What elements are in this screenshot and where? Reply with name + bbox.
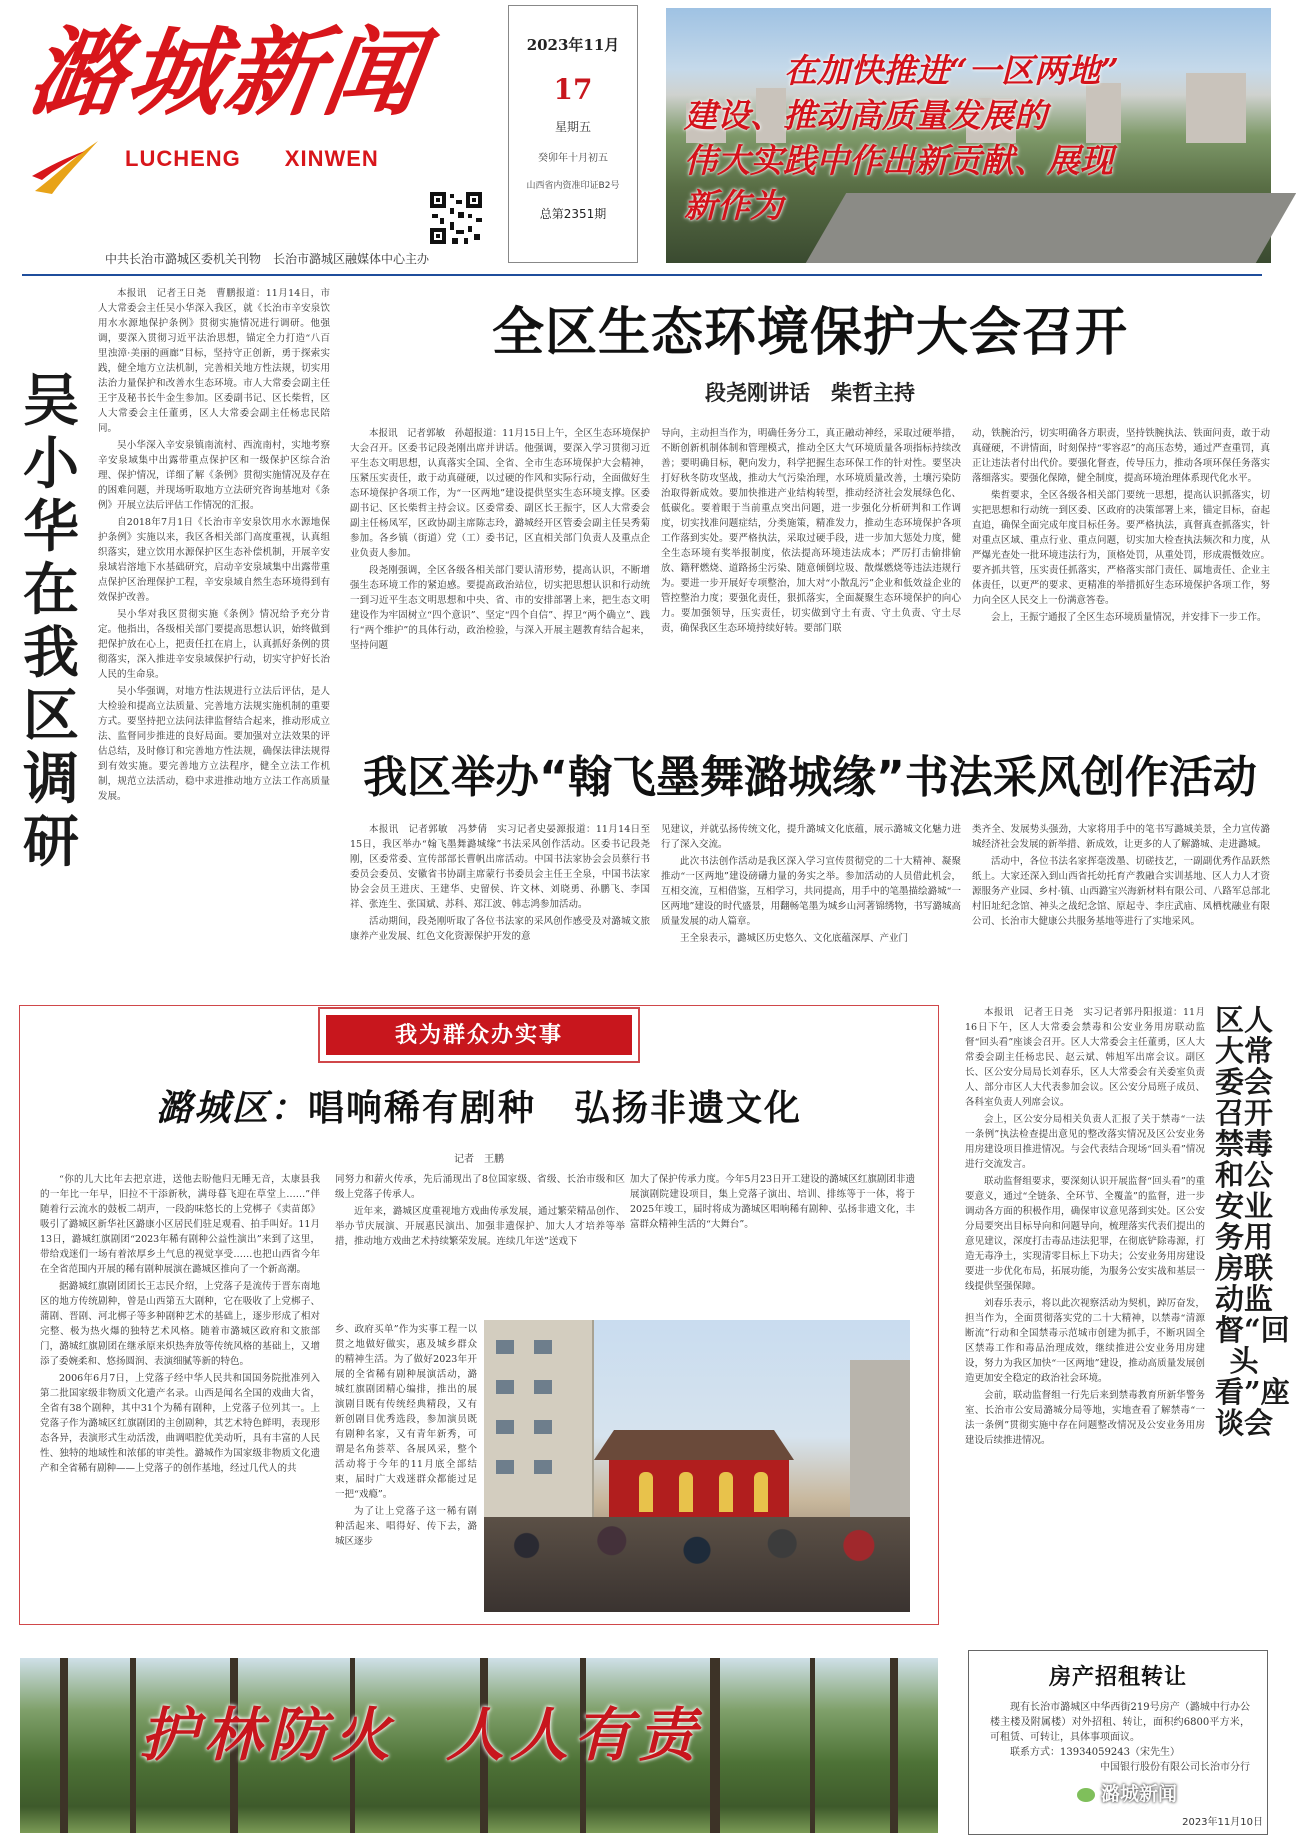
opera-feature-paragraph: 乡、政府买单”作为实事工程一以贯之地做好做实，惠及城乡群众的精神生活。为了做好2023年开展的全省稀有剧种展演活动，潞城红旗剧团精心编排，推出的展演剧目既有传统经典精段，又有新创剧目优秀选段，参加演员既有剧种名家，又有青年新秀，可谓是名角荟萃、各展风采，整个活动将于今年的11月底全部结束，届时广大戏迷群众都能过足一把“戏瘾”。 [335,1324,477,1500]
classified-ad-company: 中国银行股份有限公司长治市分行 [1100,1762,1250,1773]
lead-story-paragraph: 本报讯 记者郭敏 孙超报道：11月15日上午，全区生态环境保护大会召开。区委书记段尧刚出席并讲话。他强调，要深入学习贯彻习近平生态文明思想，认真落实全国、全省、全市生态环境保护大会精神，压紧压实责任，敢于动真碰硬，以过硬的作风和实际行动，全面做好生态环境保护各项工作，为“一区两地”建设提供坚实生态环境支撑。区委副书记、区长柴哲主持会议。区委常委、副区长王振宇，区人大常委会副主任杨凤军，区政协副主席陈志玲，潞城经开区管委会副主任吴秀菊参加。各乡镇（街道）党（工）委书记，区直相关部门负责人及重点企业负责人参加。 [350,428,650,559]
anti-drug-paragraph: 会上，区公安分局相关负责人汇报了关于禁毒“一法一条例”执法检查提出意见的整改落实情况及区公安业务用房建设项目推进情况。与会代表结合现场“回头看”情况进行交流发言。 [965,1114,1205,1170]
opera-feature-column-1 [40,1172,320,1612]
left-story-paragraph: 吴小华对我区贯彻实施《条例》情况给予充分肯定。他指出，各级相关部门要提高思想认识，始终做到把保护放在心上，把责任扛在肩上，认真抓好条例的贯彻落实，深入推进辛安泉域保护行动，切实守护好长治人民的生命泉。 [98,609,330,680]
calligraphy-story-paragraph: 类齐全、发展势头强劲，大家将用手中的笔书写潞城美景，全力宣传潞城经济社会发展的新举措、新成效，让更多的人了解潞城、走进潞城。 [972,824,1270,850]
logo-swoosh-icon [30,136,100,196]
opera-feature-paragraph: 近年来，潞城区度重视地方戏曲传承发展，通过繁荣精品创作、举办节庆展演、开展惠民演出、加强非遗保护、加大人才培养等举措，推动地方戏曲艺术持续繁荣发展。连续几年送”送戏下 [335,1206,625,1247]
wechat-watermark [1075,1779,1177,1806]
anti-drug-paragraph: 刘春乐表示，将以此次视察活动为契机，踔厉奋发，担当作为，全面贯彻落实党的二十大精神，以禁毒“清源断流”行动和全国禁毒示范城市创建为抓手，不断巩固全区禁毒工作和毒品治理成效，继续推进公安业务用房建设，努力为我区加快“一区两地”建设，推动高质量发展创造更加安全稳定的政治社会环境。 [965,1298,1205,1384]
lead-story-column-3 [972,426,1270,738]
photo-audience [484,1517,910,1612]
anti-drug-paragraph: 本报讯 记者王日尧 实习记者郭丹阳报道：11月16日下午，区人大常委会禁毒和公安业务用房联动监督“回头看”座谈会召开。区人大常委会主任董勇，区人大常委会副主任杨忠民、赵云斌、韩旭军出席会议。副区长、区公安分局局长刘春乐，区人大常委会有关委室负责人、部分市区人大代表参加会议。区公安分局班子成员、各科室负责人列席会议。 [965,1007,1205,1108]
wechat-icon [1075,1786,1097,1804]
top-banner-line-4: 新作为 [684,186,783,225]
opera-feature-column-2-continued [335,1322,477,1612]
left-story-paragraph: 吴小华深入辛安泉镇南流村、西流南村，实地考察辛安泉域集中出露带重点保护区和一级保护区综合治理、保护情况，详细了解《条例》贯彻实施情况及存在的困难问题，并现场听取地方立法研究咨询基地对《条例》开展立法后评估工作情况的汇报。 [98,440,330,511]
lead-story-subheadline: 段尧刚讲话 柴哲主持 [705,380,915,405]
issue-weekday: 星期五 [554,120,591,134]
anti-drug-story-title: 区人大常委会召开禁毒和公安业务用房联动监督“回头看”座谈会 [1215,1003,1290,1440]
opera-feature-paragraph: “你的儿大比年去把京进，送他去盼他归无睡无音，太康县我的一年比一年早，旧拉不干添新秋，满母暮飞迎在草堂上……”伴随着行云流水的鼓板二胡声，一段韵味悠长的上党梆子《卖苗郎》吸引了潞城区新华社区潞康小区居民们驻足观看、拍手叫好。11月13日，潞城红旗剧团“2023年稀有剧种公益性演出”来到了这里，带给戏迷们一场有着浓厚乡土气息的视觉享受……也把山西省今年在全省范围内开展的稀有剧种展演在潞城区推向了一个新高潮。 [40,1174,320,1275]
calligraphy-story-paragraph: 此次书法创作活动是我区深入学习宣传贯彻党的二十大精神、凝聚推动“一区两地”建设磅礴力量的务实之举。参加活动的人员借此机会，互相交流，互相借鉴，互相学习，共同提高，用手中的笔墨描绘潞城“一区两地”建设的时代盛景，用翻畅笔墨为城乡山河著锦绣物，书写潞城高质量发展的动人篇章。 [661,856,961,927]
opera-feature-paragraph: 2006年6月7日，上党落子经中华人民共和国国务院批准列入第二批国家级非物质文化遗产名录。山西是闻名全国的戏曲大省，全省有38个剧种，其中31个为稀有剧种，上党落子位列其一。上党落子作为潞城区红旗剧团的主创剧种，其艺术特色鲜明，表现形态各异，表演形式生动活泼，曲调唱腔优美动听，具有丰富的人民性、独特的地域性和浓郁的审美性。潞城作为国家级非物质文化遗产和全省稀有剧种——上党落子的创作基地，经过几代人的共 [40,1373,320,1474]
top-banner-slogan [684,48,1264,228]
calligraphy-story-column-1 [350,822,650,1002]
masthead-divider [22,274,1262,276]
opera-headline-prefix: 潞城区： [155,1087,308,1129]
lead-story-paragraph: 动，铁腕治污，切实明确各方职责，坚持铁腕执法、铁面问责，敢于动真碰硬，不讲情面，时刻保持“零容忍”的高压态势，通过严查重罚，真正让违法者付出代价。要强化督查，传导压力，推动各项环保任务落实落细落实。要强化保障，健全制度，提高环境治理体系现代化水平。 [972,428,1270,484]
photo-stage-roof [594,1430,794,1460]
calligraphy-story-paragraph: 王全泉表示，潞城区历史悠久、文化底蕴深厚、产业门 [680,933,909,944]
classified-ad-date: 2023年11月10日 [1182,1817,1263,1828]
top-banner-photo [666,8,1271,263]
lead-story-column-2 [661,426,961,738]
photo-stage [609,1460,789,1525]
calligraphy-story-headline: 我区举办“翰飞墨舞潞城缘”书法采风创作活动 [363,752,1257,803]
opera-feature-paragraph: 加大了保护传承力度。今年5月23日开工建设的潞城区红旗剧团非遗展演剧院建设项目，集上党落子演出、培训、排练等于一体，将于2025年竣工，届时将成为潞城区唱响稀有剧种、弘扬非遗文化，丰富群众精神生活的“大舞台”。 [630,1174,915,1230]
anti-drug-paragraph: 联动监督组要求，要深刻认识开展监督“回头看”的重要意义，通过“全链条、全环节、全覆盖”的监督，进一步调动各方面的积极作用，确保审议意见落到实处。区公安分局要突出目标导向和问题导向，梳理落实代表们提出的意见建议，深度打击毒品违法犯罪，在彻底铲除毒源，打造无毒净土，实现清零目标上下功夫；公安业务用房建设要进一步优化布局，拓展功能，为服务公安实战和基层一线提供坚强保障。 [965,1176,1205,1292]
issue-number: 总第2351期 [539,207,607,221]
left-story-title: 吴小华在我区调研 [23,368,79,875]
lead-story-paragraph: 会上，王振宁通报了全区生态环境质量情况，并安排下一步工作。 [991,612,1267,623]
opera-feature-column-2 [335,1172,625,1322]
opera-feature-paragraph: 据潞城红旗剧团团长王志民介绍，上党落子是流传于晋东南地区的地方传统剧种，曾是山西第五大剧种，它在吸收了上党梆子、蒲剧、晋剧、河北梆子等多种剧种艺术的基础上，逐步形成了相对完整、极为热火爆的独特艺术风格。随着市潞城区政府和文旅部门，潞城红旗剧团在继承原来炽热奔放等传统风格的基础上，又增添了委婉柔和、悠扬圆润、表演细腻等新的特色。 [40,1281,320,1367]
masthead-subtitle: 中共长治市潞城区委机关刊物 长治市潞城区融媒体中心主办 [105,252,430,266]
issue-year-month: 2023年11月 [526,36,620,54]
calligraphy-story-paragraph: 活动期间，段尧刚听取了各位书法家的采风创作感受及对潞城文旅康养产业发展、红色文化资源保护开发的意 [350,916,650,942]
opera-feature-byline: 记者 王鹏 [454,1154,504,1165]
opera-performance-photo [484,1320,910,1612]
calligraphy-story-column-2 [661,822,961,1002]
fire-prevention-slogan [140,1688,702,1772]
slogan-part-2: 人人有责 [446,1701,703,1769]
lead-story-paragraph: 柴哲要求，全区各级各相关部门要统一思想，提高认识抓落实，切实把思想和行动统一到区委、区政府的决策部署上来，锚定目标，奋起直追，确保全面完成年度目标任务。要严格执法，真督真查抓落实，针对重点区域、重点行业、重点问题，切实加大检查执法频次和力度，从严爆光查处一批环境违法行为，顶格处罚，从重处罚，形成震慑效应。要齐抓共管，压实责任抓落实，严格落实部门责任、属地责任、企业主体责任，以更严的要求、更精准的举措抓好生态环境保护各项工作，努力向全区人民交上一份满意答卷。 [972,490,1270,606]
column-badge [318,1007,640,1063]
classified-ad-contact: 联系方式：13934059243（宋先生） [1010,1747,1180,1758]
issue-permit: 山西省内资准印证B2号 [526,181,620,191]
photo-building-left [484,1320,594,1530]
anti-drug-story-body [965,1005,1205,1615]
fire-prevention-banner [20,1658,938,1833]
opera-feature-column-3 [630,1172,915,1322]
newspaper-logo [22,16,490,193]
top-banner-line-1: 在加快推进“一区两地” [784,51,1119,90]
photo-building-right [850,1360,910,1530]
calligraphy-story-paragraph: 本报讯 记者郭敏 冯梦倩 实习记者史晏源报道：11月14日至15日，我区举办“翰飞墨舞潞城缘”书法采风创作活动。区委书记段尧刚，区委常委、宣传部部长曹帆出席活动。中国书法家协会会员蔡行书委员会委员、安徽省书协副主席蒙行书委员会主任王全泉，中国书法家协会会员王进庆、王建华、史留侯、许文林、刘晓勇、孙鹏飞、李国祥、张连生、张国斌、苏科、郑江波、韩志鸿参加活动。 [350,824,650,910]
slogan-part-1: 护林防火 [140,1701,397,1769]
left-story-paragraph: 本报讯 记者王日尧 曹鹏报道：11月14日，市人大常委会主任吴小华深入我区，就《长治市辛安泉饮用水水源地保护条例》贯彻实施情况进行调研。他强调，要深入贯彻习近平法治思想，锚定全力打造“八百里浊漳·美丽的画廊”目标，坚持守正创新，勇于探索实践，健全地方立法机制，完善相关地方性法规，切实用法治力量保护和改善水生态环境。市人大常委会副主任王宇及秘书长牛金生参加。区委副书记、区长柴哲，区人大常委会主任董勇，区人大常委会副主任杨忠民陪同。 [98,288,330,434]
logo-title: 潞城新闻 [22,16,431,129]
calligraphy-story-paragraph: 活动中，各位书法名家挥毫泼墨、切磋技艺，一副副优秀作品跃然纸上。大家还深入到山西省托幼托育产教融合实训基地、区人力人才资源服务产业园、乡村·镇、山西潞宝兴海新材料有限公司、八路军总部北村旧址纪念馆、神头之战纪念馆、原起寺、李庄武庙、凤栖枕融业有限公司、长治市大健康公共服务基地等进行了实地采风。 [972,856,1270,927]
anti-drug-paragraph: 会前，联动监督组一行先后来到禁毒教育所新华警务室、长治市公安局潞城分局等地，实地查看了解禁毒“一法一条例”贯彻实施中存在问题整改情况及公安业务用房建设后续推进情况。 [965,1390,1205,1446]
opera-headline-main: 唱响稀有剧种 弘扬非遗文化 [308,1087,803,1129]
left-story-paragraph: 吴小华强调，对地方性法规进行立法后评估，是人大检验和提高立法质量、完善地方法规实施机制的重要方式。要坚持把立法问法律监督结合起来，推动形成立法、监督同步推进的良好局面。要加强对立法效果的评估总结，及时修订和完善地方性法规，确保法律法规得到有效实施。要完善地方立法程序，健全立法工作机制，规范立法活动，稳中求进推动地方立法工作高质量发展。 [98,686,330,802]
issue-lunar-date: 癸卯年十月初五 [538,153,608,164]
lead-story-paragraph: 段尧刚强调，全区各级各相关部门要认清形势，提高认识，不断增强生态环境工作的紧迫感。要提高政治站位，切实把思想认识和行动统一到习近平生态文明思想和中央、省、市的安排部署上来，把生态文明建设作为牢固树立“四个意识”、坚定“四个自信”、捍卫“两个确立”、践行“两个维护”的具体行动，政治检验，与深入开展主题教育结合起来，坚持问题 [350,565,650,651]
qr-code-icon [428,190,484,246]
lead-story-headline: 全区生态环境保护大会召开 [491,303,1128,363]
issue-day: 17 [553,73,593,106]
left-story-body [98,286,330,986]
issue-info-box [508,5,638,263]
classified-ad-text: 现有长治市潞城区中华西街219号房产（潞城中行办公楼主楼及附属楼）对外招租、转让，面积约6800平方米，可租赁、可转让，具体事项面议。 [990,1702,1250,1743]
opera-feature-paragraph: 为了让上党落子这一稀有剧种活起来、唱得好、传下去，潞城区逐步 [335,1506,477,1547]
logo-english [125,146,379,172]
column-badge-label: 我为群众办实事 [326,1015,632,1055]
lead-story-paragraph: 导向，主动担当作为，明确任务分工，真正融动神经，采取过硬举措，不断创新机制体制和管理模式，推动全区大气环境质量各项指标持续改善；要明确目标，靶向发力，科学把握生态环保工作的针对性。要坚决打好秋冬防攻坚战，推动大气污染治理，水环境质量改善，土壤污染防治取得新成效。要加快推进产业结构转型，推动经济社会发展绿色化、低碳化。要着眼于当前重点突出问题，进一步强化分析研判和工作调度，切实找准问题症结，分类施策，精准发力，推动生态环境保护各项工作落到实处。要严格执法，采取过硬手段，进一步加大惩处力度，健全生态环境有奖举报制度，依法提高环境违法成本；严厉打击偷排偷放、籍秤燃烧、道路扬尘污染、随意倾倒垃圾、散煤燃烧等违法违规行为。要进一步开展好专项整治，加大对“小散乱污”企业和低效益企业的管控整治力度；要强化责任，狠抓落实，全面凝聚生态环境保护的向心力。要加强领导，压实责任，切实做到守土有责、守土负责、守土尽责，确保我区生态环境持续好转。要部门联 [661,428,961,634]
logo-en-xinwen: XINWEN [284,146,379,171]
calligraphy-story-paragraph: 见建议，并就弘扬传统文化，提升潞城文化底蕴，展示潞城文化魅力进行了深入交流。 [661,824,961,850]
opera-feature-headline [19,1080,939,1131]
lead-story-column-1 [350,426,650,738]
classified-ad-title: 房产招租转让 [1048,1664,1187,1690]
left-story-paragraph: 自2018年7月1日《长治市辛安泉饮用水水源地保护条例》实施以来，我区各相关部门高度重视，认真组织落实，建立饮用水源保护区生态补偿机制，开展辛安泉域岩溶地下水基础研究，启动辛安泉域集中出露带重点保护区治理保护工程，辛安泉域自然生态环境得到有效保护改善。 [98,517,330,603]
top-banner-line-3: 伟大实践中作出新贡献、展现 [684,141,1113,180]
logo-en-lucheng: LUCHENG [125,146,241,171]
top-banner-line-2: 建设、推动高质量发展的 [684,96,1047,135]
watermark-text: 潞城新闻 [1101,1783,1178,1805]
calligraphy-story-column-3 [972,822,1270,1002]
opera-feature-paragraph: 同努力和薪火传承，先后涌现出了8位国家级、省级、长治市级和区级上党落子传承人。 [335,1174,625,1200]
